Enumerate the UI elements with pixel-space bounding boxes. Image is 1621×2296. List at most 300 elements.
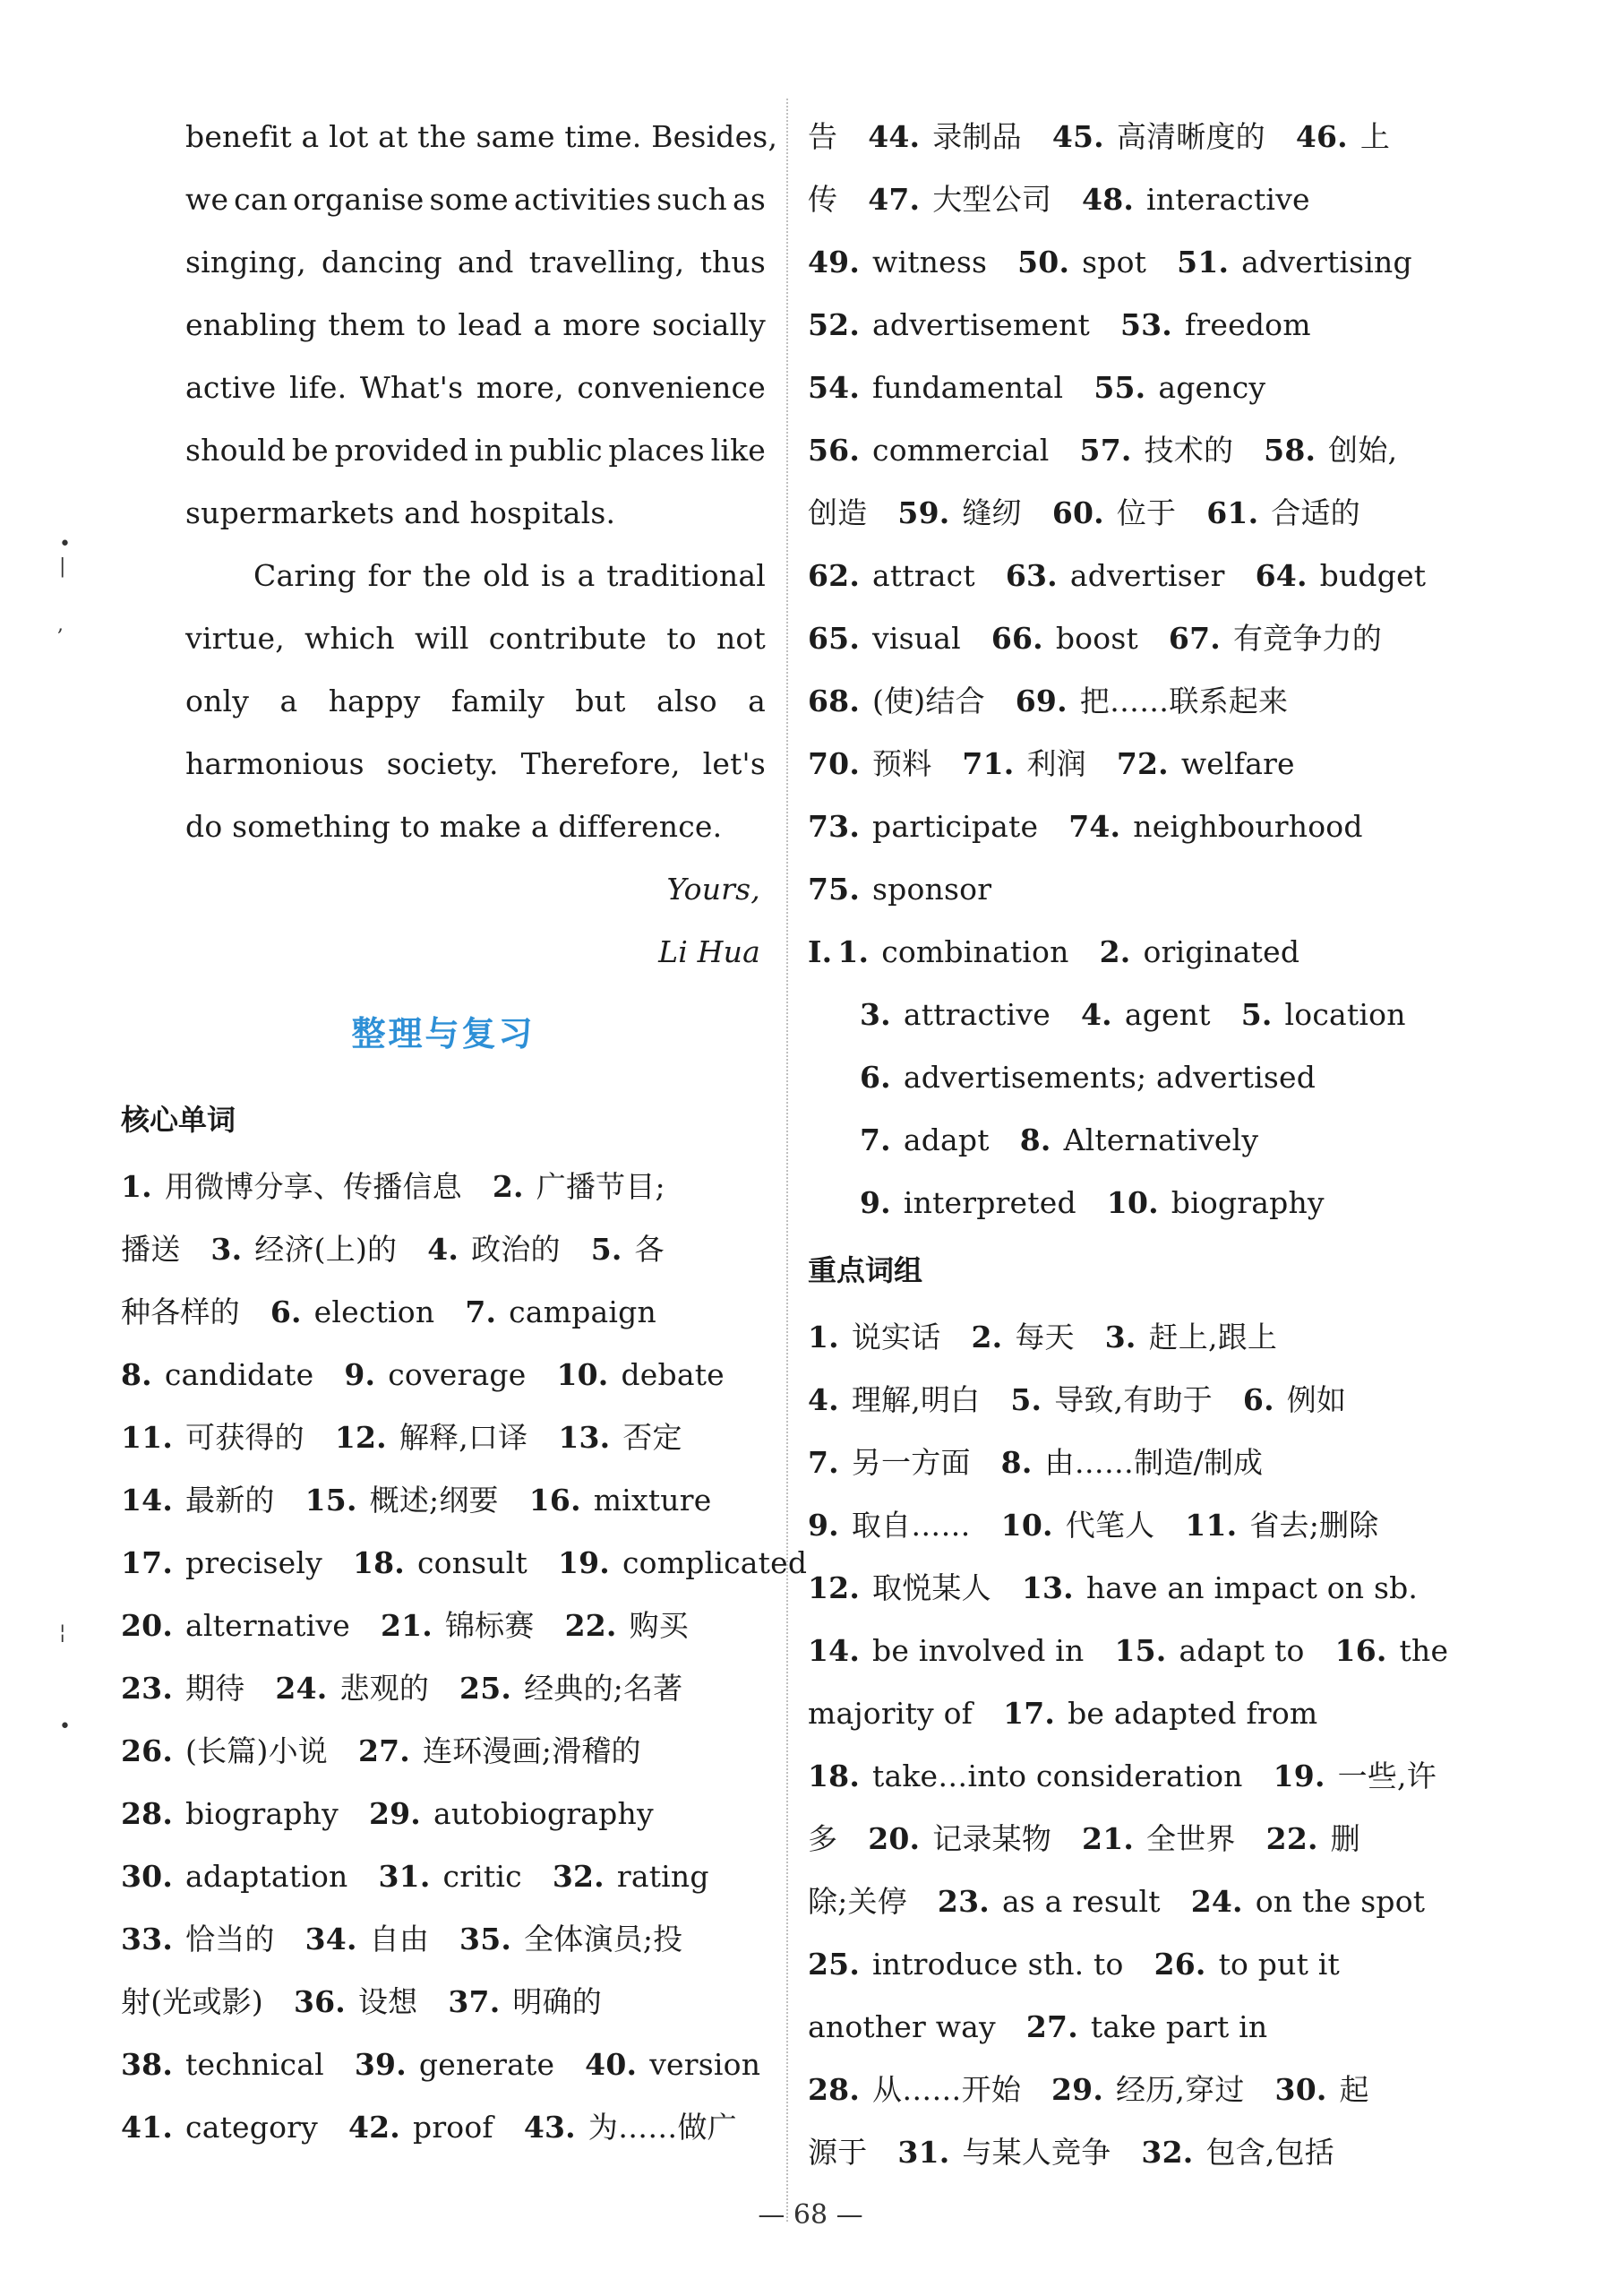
item-text: neighbourhood — [1133, 809, 1363, 844]
essay-word: only — [185, 684, 250, 718]
item-text: 高清晰度的 — [1116, 119, 1265, 154]
essay-line — [121, 231, 766, 294]
item-text: 全世界 — [1146, 1821, 1236, 1856]
item-number: 43. — [523, 2110, 576, 2145]
essay-word: such — [656, 182, 727, 217]
item-number: 20. — [121, 1608, 174, 1643]
essay-word: should — [185, 433, 287, 468]
item-text: 录制品 — [932, 119, 1022, 154]
essay-word: to — [666, 621, 697, 656]
item-text: 预料 — [872, 746, 932, 781]
item-number: 32. — [1141, 2135, 1194, 2170]
essay-line — [121, 733, 766, 795]
item-text: majority of — [808, 1696, 973, 1731]
item-number: 12. — [808, 1570, 861, 1605]
item-text: 上 — [1359, 119, 1391, 154]
item-text: (长篇)小说 — [185, 1733, 328, 1768]
essay-line — [121, 545, 766, 607]
item-text: 全体演员;投 — [524, 1922, 683, 1956]
item-text: introduce sth. to — [872, 1947, 1124, 1982]
item-number: 50. — [1017, 245, 1070, 279]
item-text: advertisement — [872, 307, 1090, 342]
item-number: 27. — [357, 1733, 410, 1768]
item-text: interactive — [1146, 182, 1310, 217]
item-text: take…into consideration — [872, 1759, 1243, 1793]
item-number: 61. — [1206, 495, 1259, 530]
item-number: 67. — [1168, 621, 1221, 656]
item-text: 从……开始 — [872, 2072, 1022, 2107]
item-text: advertiser — [1069, 558, 1225, 593]
essay-word: traditional — [606, 558, 766, 593]
item-text: adapt to — [1179, 1633, 1305, 1668]
item-text: as a result — [1001, 1884, 1161, 1919]
item-text: witness — [872, 245, 988, 279]
essay-word: dancing — [322, 245, 442, 279]
item-number: 6. — [270, 1294, 302, 1329]
list-line — [808, 858, 1453, 921]
item-text: 可获得的 — [185, 1420, 304, 1455]
item-text: 理解,明白 — [851, 1382, 981, 1417]
signoff-closing: Yours, — [666, 872, 760, 907]
item-text: boost — [1055, 621, 1138, 656]
list-line — [808, 1172, 1453, 1234]
list-line — [808, 545, 1453, 607]
essay-word: them — [328, 307, 406, 342]
item-text: take part in — [1090, 2009, 1268, 2044]
list-line — [121, 2034, 766, 2096]
item-text: 否定 — [622, 1420, 682, 1455]
item-text: 缝纫 — [962, 495, 1022, 530]
item-number: 8. — [121, 1357, 152, 1392]
essay-word: family — [450, 684, 545, 718]
item-text: combination — [881, 934, 1069, 969]
list-line — [808, 1306, 1453, 1369]
item-number: 5. — [1240, 997, 1273, 1032]
item-text: 除;关停 — [808, 1884, 907, 1919]
item-number: 36. — [293, 1984, 346, 2019]
essay-word: not — [716, 621, 766, 656]
item-number: 3. — [1104, 1320, 1136, 1354]
list-line — [808, 1494, 1453, 1557]
item-text: technical — [185, 2047, 324, 2082]
list-line — [121, 1595, 766, 1657]
item-text: 创造 — [808, 495, 868, 530]
item-text: election — [313, 1294, 435, 1329]
item-number: 48. — [1082, 182, 1135, 217]
item-number: 29. — [368, 1796, 421, 1831]
item-number: 22. — [564, 1608, 617, 1643]
right-column — [808, 106, 1453, 2184]
essay-word: convenience — [577, 370, 766, 405]
item-number: 22. — [1265, 1821, 1318, 1856]
item-number: 14. — [121, 1483, 174, 1518]
item-text: visual — [872, 621, 961, 656]
essay-word: but — [575, 684, 626, 718]
item-number: 30. — [1274, 2072, 1327, 2107]
item-number: 8. — [1019, 1122, 1051, 1157]
list-line — [121, 1971, 766, 2034]
item-number: 30. — [121, 1859, 174, 1894]
item-number: 14. — [808, 1633, 861, 1668]
item-number: 34. — [304, 1922, 357, 1956]
item-text: Alternatively — [1063, 1122, 1259, 1157]
key-phrases-heading: 重点词组 — [808, 1253, 923, 1287]
item-text: agency — [1158, 370, 1266, 405]
item-number: 1. — [121, 1169, 152, 1204]
item-text: 取自…… — [851, 1508, 971, 1543]
item-text: budget — [1319, 558, 1427, 593]
item-number: 9. — [860, 1185, 891, 1220]
item-text: complicated — [622, 1545, 808, 1580]
item-text: 广播节目; — [536, 1169, 665, 1204]
essay-word: activities — [513, 182, 652, 217]
item-text: generate — [418, 2047, 555, 2082]
essay-word: public — [509, 433, 603, 468]
item-text: proof — [413, 2110, 493, 2145]
essay-line — [121, 168, 766, 231]
item-text: spot — [1082, 245, 1147, 279]
item-text: 例如 — [1286, 1382, 1347, 1417]
item-number: 51. — [1177, 245, 1230, 279]
list-line — [121, 1783, 766, 1845]
essay-word: thus — [699, 245, 766, 279]
item-text: 购买 — [629, 1608, 689, 1643]
item-number: 73. — [808, 809, 861, 844]
list-line — [121, 1845, 766, 1908]
item-text: 多 — [808, 1821, 838, 1856]
list-line — [808, 921, 1453, 984]
item-text: (使)结合 — [872, 684, 985, 718]
essay-word: Therefore, — [520, 746, 681, 781]
item-number: 10. — [556, 1357, 609, 1392]
item-number: 10. — [1000, 1508, 1053, 1543]
item-text: campaign — [509, 1294, 656, 1329]
essay-word: we — [185, 182, 229, 217]
item-text: have an impact on sb. — [1085, 1570, 1419, 1605]
item-number: 57. — [1079, 433, 1132, 468]
item-text: version — [649, 2047, 761, 2082]
exercise-one — [808, 921, 1453, 1234]
item-number: 2. — [1099, 934, 1131, 969]
item-text: 设想 — [357, 1984, 418, 2019]
item-text: 赶上,跟上 — [1148, 1320, 1278, 1354]
margin-dot-mark-2: • — [59, 1716, 71, 1738]
item-text: commercial — [872, 433, 1050, 468]
essay-line — [121, 294, 766, 357]
item-text: 解释,口译 — [399, 1420, 528, 1455]
item-number: 4. — [808, 1382, 839, 1417]
list-line — [808, 1808, 1453, 1870]
item-text: alternative — [185, 1608, 350, 1643]
essay-line — [121, 419, 766, 482]
item-number: 31. — [897, 2135, 950, 2170]
essay-word: happy — [328, 684, 421, 718]
item-text: category — [185, 2110, 318, 2145]
list-line — [121, 1218, 766, 1281]
item-number: 27. — [1025, 2009, 1078, 2044]
essay-word: Caring — [253, 558, 356, 593]
item-number: 17. — [121, 1545, 174, 1580]
list-line — [808, 1557, 1453, 1620]
item-text: 一些,许 — [1337, 1759, 1437, 1793]
item-text: 播送 — [121, 1232, 181, 1267]
margin-dot-mark: • — [59, 533, 71, 555]
item-text: agent — [1124, 997, 1211, 1032]
item-number: 24. — [275, 1671, 328, 1706]
essay-word: a — [533, 307, 552, 342]
essay-word: can — [234, 182, 288, 217]
essay-word: travelling, — [528, 245, 685, 279]
item-text: 经历,穿过 — [1116, 2072, 1245, 2107]
item-text: 用微博分享、传播信息 — [164, 1169, 462, 1204]
item-number: 38. — [121, 2047, 174, 2082]
item-text: critic — [442, 1859, 522, 1894]
list-line — [808, 2121, 1453, 2184]
item-number: 21. — [380, 1608, 433, 1643]
item-number: 53. — [1119, 307, 1172, 342]
list-line — [808, 1046, 1453, 1109]
essay-word: contribute — [488, 621, 648, 656]
item-number: 23. — [121, 1671, 174, 1706]
item-text: interpreted — [903, 1185, 1076, 1220]
item-number: 19. — [1273, 1759, 1325, 1793]
item-text: 恰当的 — [185, 1922, 275, 1956]
item-text: 最新的 — [185, 1483, 275, 1518]
item-number: 45. — [1051, 119, 1104, 154]
item-text: 明确的 — [512, 1984, 602, 2019]
essay-word: a — [279, 684, 298, 718]
essay-word: places — [608, 433, 705, 468]
essay-word: like — [710, 433, 766, 468]
essay-word: provided — [334, 433, 468, 468]
essay-word: harmonious — [185, 746, 365, 781]
item-text: freedom — [1185, 307, 1311, 342]
essay-word: in — [474, 433, 503, 468]
item-text: be involved in — [872, 1633, 1085, 1668]
item-text: autobiography — [433, 1796, 654, 1831]
list-line — [121, 1281, 766, 1344]
item-text: consult — [416, 1545, 527, 1580]
item-number: 21. — [1082, 1821, 1135, 1856]
list-line — [808, 2059, 1453, 2121]
list-line — [808, 670, 1453, 733]
list-line — [808, 357, 1453, 419]
margin-comma-mark: , — [57, 614, 64, 636]
item-number: 8. — [1000, 1445, 1033, 1480]
margin-tick-mark: | — [59, 555, 66, 578]
page-number: — 68 — — [758, 2199, 863, 2231]
item-number: 58. — [1264, 433, 1317, 468]
item-text: 源于 — [808, 2135, 868, 2170]
item-number: 6. — [860, 1060, 891, 1095]
essay-word: as — [732, 182, 766, 217]
essay-word: What's — [359, 370, 464, 405]
item-text: 射(光或影) — [121, 1984, 263, 2019]
list-line — [121, 2096, 766, 2159]
item-text: the — [1399, 1633, 1449, 1668]
item-text: 大型公司 — [932, 182, 1052, 217]
item-number: 12. — [334, 1420, 387, 1455]
essay-word: some — [429, 182, 509, 217]
item-text: 经济(上)的 — [254, 1232, 398, 1267]
item-number: 35. — [459, 1922, 512, 1956]
item-number: 28. — [121, 1796, 174, 1831]
item-number: 52. — [808, 307, 861, 342]
list-line — [808, 733, 1453, 795]
list-line — [808, 1620, 1453, 1682]
item-number: 17. — [1003, 1696, 1056, 1731]
item-number: 65. — [808, 621, 861, 656]
item-number: 23. — [937, 1884, 990, 1919]
item-text: location — [1284, 997, 1406, 1032]
item-number: 55. — [1094, 370, 1146, 405]
essay-word: also — [656, 684, 717, 718]
item-number: 28. — [808, 2072, 861, 2107]
essay-word: which — [304, 621, 395, 656]
essay-word: more — [562, 307, 641, 342]
core-words-continued — [808, 106, 1453, 921]
essay-word: let's — [702, 746, 766, 781]
item-number: 18. — [352, 1545, 405, 1580]
item-number: 15. — [304, 1483, 357, 1518]
item-text: 创始, — [1328, 433, 1398, 468]
item-text: 记录某物 — [932, 1821, 1052, 1856]
list-line — [808, 1870, 1453, 1933]
list-line — [121, 1908, 766, 1971]
item-text: fundamental — [872, 370, 1064, 405]
item-text: 包含,包括 — [1205, 2135, 1334, 2170]
item-text: rating — [616, 1859, 709, 1894]
item-number: 72. — [1116, 746, 1169, 781]
item-number: 66. — [991, 621, 1043, 656]
item-number: 42. — [347, 2110, 400, 2145]
list-line — [121, 1344, 766, 1406]
essay-line: benefit a lot at the same time. Besides, — [185, 119, 778, 154]
list-line — [808, 1745, 1453, 1808]
item-number: 71. — [962, 746, 1015, 781]
list-line — [121, 1156, 766, 1218]
item-number: 6. — [1242, 1382, 1274, 1417]
item-number: 16. — [1334, 1633, 1387, 1668]
item-number: 59. — [897, 495, 950, 530]
item-text: 为……做广 — [588, 2110, 737, 2145]
essay-text — [121, 106, 778, 858]
list-line — [808, 607, 1453, 670]
item-number: 5. — [590, 1232, 622, 1267]
item-number: 68. — [808, 684, 861, 718]
item-text: 告 — [808, 119, 838, 154]
item-text: be adapted from — [1068, 1696, 1318, 1731]
essay-word: be — [291, 433, 329, 468]
item-number: 29. — [1051, 2072, 1104, 2107]
list-line — [808, 1432, 1453, 1494]
list-line — [808, 1682, 1453, 1745]
item-number: 3. — [210, 1232, 243, 1267]
essay-word: active — [185, 370, 277, 405]
item-text: 有竞争力的 — [1232, 621, 1382, 656]
essay-word: will — [414, 621, 469, 656]
item-number: 2. — [971, 1320, 1003, 1354]
item-number: 13. — [1021, 1570, 1074, 1605]
item-text: attractive — [903, 997, 1051, 1032]
item-number: 31. — [378, 1859, 431, 1894]
essay-word: for — [367, 558, 412, 593]
item-number: 26. — [121, 1733, 174, 1768]
item-text: coverage — [388, 1357, 527, 1392]
key-phrases-list — [808, 1306, 1453, 2184]
essay-word: life. — [288, 370, 347, 405]
item-text: 悲观的 — [339, 1671, 430, 1706]
list-line — [808, 1996, 1453, 2059]
item-text: 由……制造/制成 — [1044, 1445, 1264, 1480]
essay-line: do something to make a difference. — [185, 809, 723, 844]
item-number: 60. — [1051, 495, 1104, 530]
item-text: 导致,有助于 — [1054, 1382, 1213, 1417]
item-number: 40. — [585, 2047, 638, 2082]
item-text: 期待 — [185, 1671, 245, 1706]
item-text: 省去;删除 — [1249, 1508, 1379, 1543]
item-text: adaptation — [185, 1859, 348, 1894]
item-text: precisely — [185, 1545, 322, 1580]
section-title: 整理与复习 — [351, 1014, 536, 1053]
item-text: 与某人竞争 — [962, 2135, 1111, 2170]
item-text: 删 — [1330, 1821, 1360, 1856]
item-text: adapt — [903, 1122, 990, 1157]
item-text: sponsor — [872, 872, 992, 907]
item-number: 75. — [808, 872, 861, 907]
item-number: 46. — [1295, 119, 1348, 154]
list-line — [808, 1369, 1453, 1432]
item-number: 9. — [344, 1357, 376, 1392]
item-number: 25. — [808, 1947, 861, 1982]
item-text: mixture — [593, 1483, 712, 1518]
item-number: 5. — [1010, 1382, 1042, 1417]
item-number: 3. — [860, 997, 891, 1032]
item-number: 20. — [868, 1821, 921, 1856]
item-text: 合适的 — [1271, 495, 1360, 530]
item-number: 7. — [465, 1294, 497, 1329]
signoff-name: Li Hua — [658, 934, 760, 969]
essay-word: virtue, — [185, 621, 285, 656]
item-number: 33. — [121, 1922, 174, 1956]
item-text: biography — [1171, 1185, 1325, 1220]
list-line — [121, 1720, 766, 1783]
essay-word: lead — [458, 307, 522, 342]
item-number: 9. — [808, 1508, 839, 1543]
item-number: 7. — [808, 1445, 839, 1480]
core-words-heading: 核心单词 — [121, 1103, 236, 1137]
list-line — [121, 1532, 808, 1595]
essay-word: old — [483, 558, 530, 593]
item-text: debate — [621, 1357, 725, 1392]
item-text: 经典的;名著 — [524, 1671, 683, 1706]
item-number: 19. — [557, 1545, 610, 1580]
item-text: advertisements; advertised — [903, 1060, 1317, 1095]
item-text: 自由 — [369, 1922, 430, 1956]
item-text: welfare — [1180, 746, 1295, 781]
item-text: 连环漫画;滑稽的 — [422, 1733, 641, 1768]
item-text: on the spot — [1255, 1884, 1426, 1919]
item-number: 37. — [448, 1984, 501, 2019]
item-number: 49. — [808, 245, 861, 279]
item-number: 10. — [1106, 1185, 1159, 1220]
item-text: another way — [808, 2009, 996, 2044]
item-number: 24. — [1190, 1884, 1243, 1919]
item-number: 7. — [860, 1122, 891, 1157]
essay-word: singing, — [185, 245, 306, 279]
item-number: 70. — [808, 746, 861, 781]
essay-word: the — [422, 558, 472, 593]
